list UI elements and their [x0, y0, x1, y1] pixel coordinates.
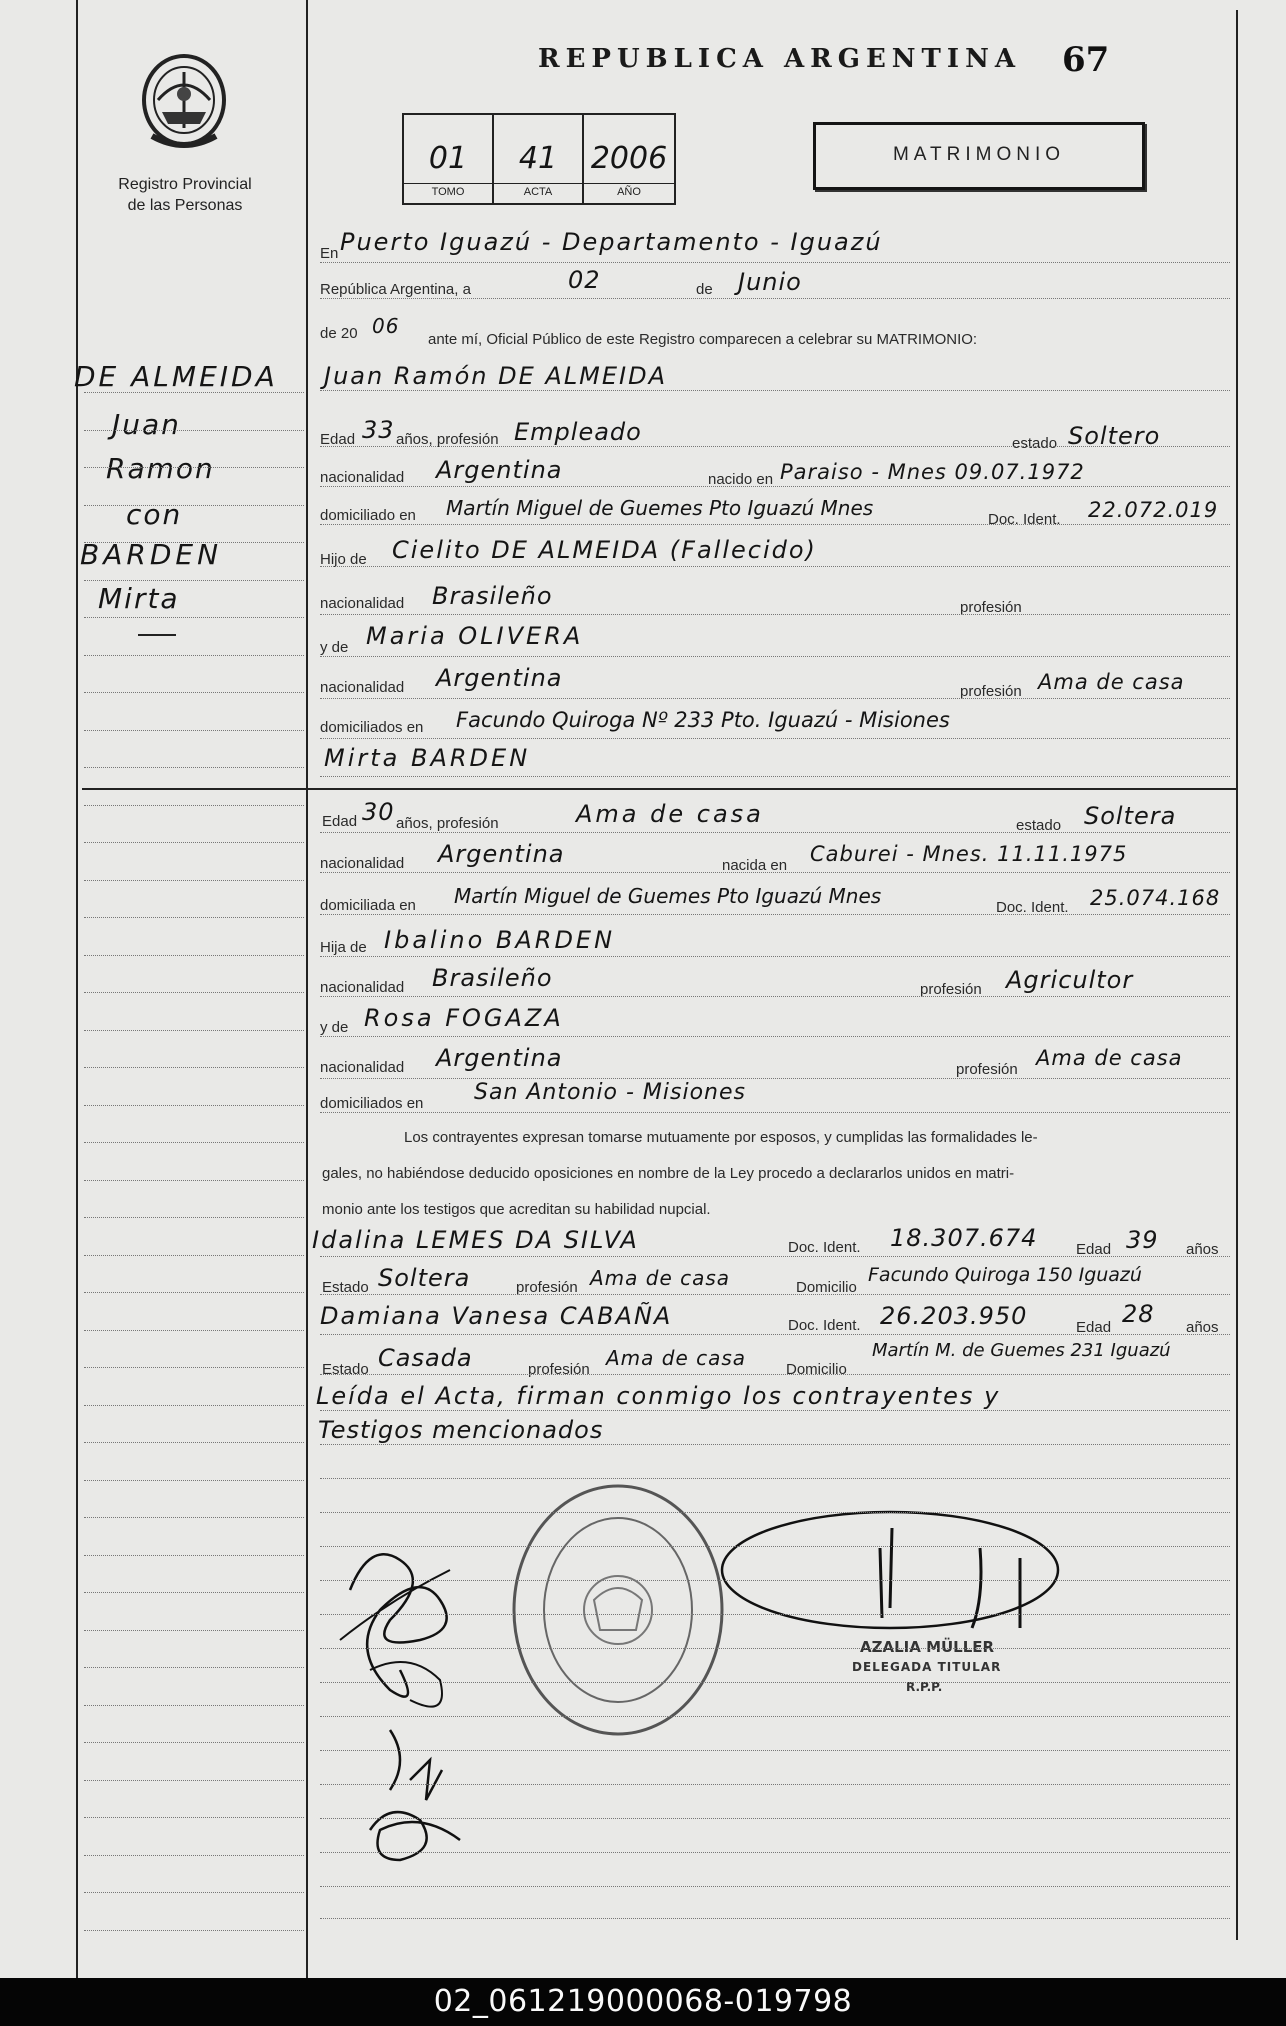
groom-father-nationality: Brasileño: [432, 582, 553, 610]
form-ruled-line: [320, 1256, 1230, 1257]
witness2-doc-label: Doc. Ident.: [788, 1317, 861, 1334]
groom-father-nat-label: nacionalidad: [320, 595, 405, 612]
groom-nationality: Argentina: [436, 456, 563, 484]
form-ruled-line: [320, 832, 1230, 833]
bride-nacida-label: nacida en: [722, 857, 788, 874]
tomo-label: TOMO: [404, 183, 492, 198]
year-prefix: de 20: [320, 325, 358, 342]
bride-mother-nat-label: nacionalidad: [320, 1059, 405, 1076]
groom-parents-address: Facundo Quiroga Nº 233 Pto. Iguazú - Misiones: [456, 708, 950, 732]
official-title: DELEGADA TITULAR: [852, 1660, 1002, 1674]
de-label: de: [696, 281, 713, 298]
groom-civil-status: Soltero: [1068, 422, 1161, 450]
spouse-signatures: [330, 1530, 510, 1870]
marriage-month: Junio: [738, 268, 802, 296]
record-number-box: [402, 113, 676, 205]
form-ruled-line: [320, 1750, 1230, 1751]
margin-ruled-line: [84, 580, 304, 581]
margin-ruled-line: [84, 805, 304, 806]
year-suffix: 06: [372, 314, 400, 338]
groom-mother-nationality: Argentina: [436, 664, 563, 692]
groom-mother: Maria OLIVERA: [366, 622, 584, 650]
bride-hija-label: Hija de: [320, 939, 367, 956]
groom-mother-prof-label: profesión: [960, 683, 1022, 700]
marriage-day: 02: [568, 266, 601, 294]
form-ruled-line: [320, 1078, 1230, 1079]
form-ruled-line: [320, 698, 1230, 699]
witness2-profesion-label: profesión: [528, 1361, 590, 1378]
margin-ruled-line: [84, 767, 304, 768]
margin-ruled-line: [84, 505, 304, 506]
margin-ruled-line: [84, 880, 304, 881]
form-ruled-line: [320, 1716, 1230, 1717]
margin-ruled-line: [84, 1705, 304, 1706]
form-ruled-line: [320, 1334, 1230, 1335]
margin-ruled-line: [84, 655, 304, 656]
bride-doc-label: Doc. Ident.: [996, 899, 1069, 916]
groom-domicilio-label: domiciliado en: [320, 507, 416, 524]
groom-doc: 22.072.019: [1088, 498, 1219, 522]
groom-doc-label: Doc. Ident.: [988, 511, 1061, 528]
bride-father-nat-label: nacionalidad: [320, 979, 405, 996]
form-ruled-line: [320, 1784, 1230, 1785]
groom-mother-nat-label: nacionalidad: [320, 679, 405, 696]
bride-edad-label: Edad: [322, 813, 358, 830]
bride-age: 30: [362, 798, 395, 826]
form-ruled-line: [320, 1886, 1230, 1887]
bride-father-profession: Agricultor: [1006, 966, 1134, 994]
witness2-profession: Ama de casa: [606, 1346, 747, 1370]
margin-note-line4: con: [126, 498, 183, 531]
witness2-domicilio-label: Domicilio: [786, 1361, 847, 1378]
margin-ruled-line: [84, 917, 304, 918]
bride-father-nationality: Brasileño: [432, 964, 553, 992]
witness2-doc: 26.203.950: [880, 1302, 1028, 1330]
en-label: En: [320, 245, 339, 262]
margin-ruled-line: [84, 1142, 304, 1143]
bride-anos-profesion-label: años, profesión: [396, 815, 499, 832]
margin-section-separator: [82, 788, 306, 790]
groom-profession: Empleado: [514, 418, 642, 446]
provincial-seal-logo: [138, 50, 230, 160]
form-right-border: [1236, 10, 1238, 1940]
form-ruled-line: [320, 1374, 1230, 1375]
witness2-edad-label: Edad: [1076, 1319, 1112, 1336]
bride-birth: Caburei - Mnes. 11.11.1975: [810, 842, 1128, 866]
groom-hijo-label: Hijo de: [320, 551, 367, 568]
margin-ruled-line: [84, 617, 304, 618]
ano-cell: [584, 115, 674, 203]
margin-ruled-line: [84, 542, 304, 543]
page-number: 67: [1062, 40, 1110, 80]
witness1-doc: 18.307.674: [890, 1224, 1038, 1252]
declaration-line1: Los contrayentes expresan tomarse mutuamente por esposos, y cumplidas las formalidades le-: [404, 1129, 1038, 1146]
witness2-civil-status: Casada: [378, 1344, 473, 1372]
bride-parents-address: San Antonio - Misiones: [474, 1080, 746, 1105]
groom-father-prof-label: profesión: [960, 599, 1022, 616]
witness1-address: Facundo Quiroga 150 Iguazú: [868, 1264, 1142, 1286]
margin-ruled-line: [84, 1217, 304, 1218]
form-ruled-line: [320, 1852, 1230, 1853]
margin-ruled-line: [84, 692, 304, 693]
official-registry-stamp: [508, 1480, 728, 1740]
margin-ruled-line: [84, 842, 304, 843]
bride-doc: 25.074.168: [1090, 886, 1221, 910]
ano-label: AÑO: [584, 183, 674, 198]
form-ruled-line: [320, 524, 1230, 525]
margin-ruled-line: [84, 730, 304, 731]
bride-estado-label: estado: [1016, 817, 1062, 834]
form-ruled-line: [320, 776, 1230, 777]
bride-profession: Ama de casa: [576, 800, 764, 828]
margin-ruled-line: [84, 1480, 304, 1481]
margin-ruled-line: [84, 1067, 304, 1068]
bride-mother-nationality: Argentina: [436, 1044, 563, 1072]
witness1-estado-label: Estado: [322, 1279, 369, 1296]
form-ruled-line: [320, 872, 1230, 873]
bride-address: Martín Miguel de Guemes Pto Iguazú Mnes: [454, 884, 882, 908]
tomo-cell: [404, 115, 494, 203]
form-ruled-line: [320, 262, 1230, 263]
form-ruled-line: [320, 1580, 1230, 1581]
groom-mother-profession: Ama de casa: [1038, 670, 1185, 694]
acta-value: 41: [518, 141, 558, 176]
form-ruled-line: [320, 956, 1230, 957]
form-ruled-line: [320, 1112, 1230, 1113]
margin-ruled-line: [84, 1180, 304, 1181]
form-ruled-line: [320, 1614, 1230, 1615]
margin-ruled-line: [84, 992, 304, 993]
witness1-edad-label: Edad: [1076, 1241, 1112, 1258]
form-ruled-line: [320, 1512, 1230, 1513]
margin-note-line2: Juan: [112, 408, 181, 441]
witness2-estado-label: Estado: [322, 1361, 369, 1378]
groom-yde-label: y de: [320, 639, 349, 656]
margin-ruled-line: [84, 955, 304, 956]
witness2-anos-label: años: [1186, 1319, 1219, 1336]
witness2-age: 28: [1122, 1300, 1155, 1328]
witness1-domicilio-label: Domicilio: [796, 1279, 857, 1296]
margin-ruled-line: [84, 467, 304, 468]
witness1-profesion-label: profesión: [516, 1279, 578, 1296]
form-ruled-line: [320, 1818, 1230, 1819]
margin-column-left-border: [76, 0, 78, 1978]
bride-name: Mirta BARDEN: [324, 744, 531, 772]
bride-domicilio-label: domiciliada en: [320, 897, 416, 914]
margin-ruled-line: [84, 1405, 304, 1406]
witness1-profession: Ama de casa: [590, 1266, 731, 1290]
official-signature: [720, 1508, 1080, 1658]
image-code-footer: 02_061219000068-019798: [0, 1978, 1286, 2026]
margin-note-line1: DE ALMEIDA: [74, 360, 278, 393]
margin-column-right-border: [306, 0, 308, 1978]
form-ruled-line: [320, 1648, 1230, 1649]
bride-father: Ibalino BARDEN: [384, 926, 616, 954]
bride-yde-label: y de: [320, 1019, 349, 1036]
form-ruled-line: [320, 914, 1230, 915]
margin-ruled-line: [84, 1330, 304, 1331]
witness1-age: 39: [1126, 1226, 1159, 1254]
groom-name: Juan Ramón DE ALMEIDA: [324, 362, 668, 390]
form-ruled-line: [320, 738, 1230, 739]
form-ruled-line: [320, 614, 1230, 615]
acta-cell: [494, 115, 584, 203]
form-ruled-line: [320, 996, 1230, 997]
registry-name: [80, 174, 290, 216]
groom-father: Cielito DE ALMEIDA (Fallecido): [392, 536, 817, 564]
form-ruled-line: [320, 1294, 1230, 1295]
official-name: AZALIA MÜLLER: [860, 1638, 995, 1656]
margin-ruled-line: [84, 1780, 304, 1781]
margin-ruled-line: [84, 1742, 304, 1743]
margin-ruled-line: [84, 1592, 304, 1593]
country-heading: REPUBLICA ARGENTINA: [538, 44, 1022, 74]
form-ruled-line: [320, 1918, 1230, 1919]
margin-note-line3: Ramon: [106, 452, 215, 485]
margin-ruled-line: [84, 1105, 304, 1106]
bride-mother: Rosa FOGAZA: [364, 1004, 564, 1032]
document-type-label: MATRIMONIO: [892, 144, 1066, 165]
form-ruled-line: [320, 656, 1230, 657]
form-ruled-line: [320, 1036, 1230, 1037]
groom-parents-dom-label: domiciliados en: [320, 719, 424, 736]
republica-label: República Argentina, a: [320, 281, 471, 298]
document-type-box: [813, 122, 1145, 190]
margin-ruled-line: [84, 1667, 304, 1668]
form-ruled-line: [320, 298, 1230, 299]
registry-name-line1: Registro Provincial: [118, 176, 252, 193]
declaration-line2: gales, no habiéndose deducido oposiciones en nombre de la Ley procedo a declararlos unidos en matri-: [322, 1165, 1015, 1182]
margin-ruled-line: [84, 1255, 304, 1256]
marriage-place: Puerto Iguazú - Departamento - Iguazú: [340, 228, 883, 256]
tomo-value: 01: [428, 141, 468, 176]
bride-nationality: Argentina: [438, 840, 565, 868]
groom-age: 33: [362, 416, 395, 444]
witness1-anos-label: años: [1186, 1241, 1219, 1258]
form-ruled-line: [320, 486, 1230, 487]
ano-value: 2006: [590, 141, 668, 176]
margin-ruled-line: [84, 1630, 304, 1631]
margin-note-line5: BARDEN: [80, 538, 223, 571]
margin-ruled-line: [84, 1030, 304, 1031]
form-ruled-line: [320, 1546, 1230, 1547]
margin-ruled-line: [84, 1292, 304, 1293]
groom-estado-label: estado: [1012, 435, 1058, 452]
form-ruled-line: [320, 1478, 1230, 1479]
witness1-doc-label: Doc. Ident.: [788, 1239, 861, 1256]
margin-ruled-line: [84, 1442, 304, 1443]
groom-edad-label: Edad: [320, 431, 356, 448]
margin-ruled-line: [84, 1555, 304, 1556]
bride-nat-label: nacionalidad: [320, 855, 405, 872]
form-ruled-line: [320, 390, 1230, 391]
acta-label: ACTA: [494, 183, 582, 198]
form-ruled-line: [320, 566, 1230, 567]
bride-mother-profession: Ama de casa: [1036, 1046, 1183, 1070]
form-ruled-line: [320, 446, 1230, 447]
groom-nat-label: nacionalidad: [320, 469, 405, 486]
groom-birth: Paraiso - Mnes 09.07.1972: [780, 460, 1085, 484]
groom-nacido-label: nacido en: [708, 471, 774, 488]
margin-ruled-line: [84, 1367, 304, 1368]
margin-ruled-line: [84, 1930, 304, 1931]
margin-ruled-line: [84, 430, 304, 431]
formula-text: ante mí, Oficial Público de este Registro comparecen a celebrar su MATRIMONIO:: [428, 331, 978, 348]
witness2-name: Damiana Vanesa CABAÑA: [320, 1302, 673, 1330]
declaration-line3: monio ante los testigos que acreditan su habilidad nupcial.: [322, 1201, 711, 1218]
groom-anos-profesion-label: años, profesión: [396, 431, 499, 448]
form-ruled-line: [320, 1410, 1230, 1411]
margin-note-dash: [138, 634, 176, 636]
margin-note-line6: Mirta: [98, 582, 180, 615]
bride-father-prof-label: profesión: [920, 981, 982, 998]
official-org: R.P.P.: [906, 1680, 943, 1694]
witness2-address: Martín M. de Guemes 231 Iguazú: [872, 1340, 1171, 1361]
margin-ruled-line: [84, 1517, 304, 1518]
closing-line1: Leída el Acta, firman conmigo los contrayentes y: [316, 1382, 1001, 1410]
bride-parents-dom-label: domiciliados en: [320, 1095, 424, 1112]
margin-ruled-line: [84, 1892, 304, 1893]
form-ruled-line: [320, 1682, 1230, 1683]
margin-ruled-line: [84, 1855, 304, 1856]
witness1-civil-status: Soltera: [378, 1264, 471, 1292]
closing-line2: Testigos mencionados: [318, 1416, 604, 1444]
registry-name-line2: de las Personas: [127, 197, 243, 214]
bride-civil-status: Soltera: [1084, 802, 1177, 830]
form-ruled-line: [320, 1444, 1230, 1445]
bride-mother-prof-label: profesión: [956, 1061, 1018, 1078]
groom-address: Martín Miguel de Guemes Pto Iguazú Mnes: [446, 496, 874, 520]
groom-bride-separator: [308, 788, 1238, 790]
witness1-name: Idalina LEMES DA SILVA: [312, 1226, 639, 1254]
margin-ruled-line: [84, 392, 304, 393]
margin-ruled-line: [84, 1817, 304, 1818]
